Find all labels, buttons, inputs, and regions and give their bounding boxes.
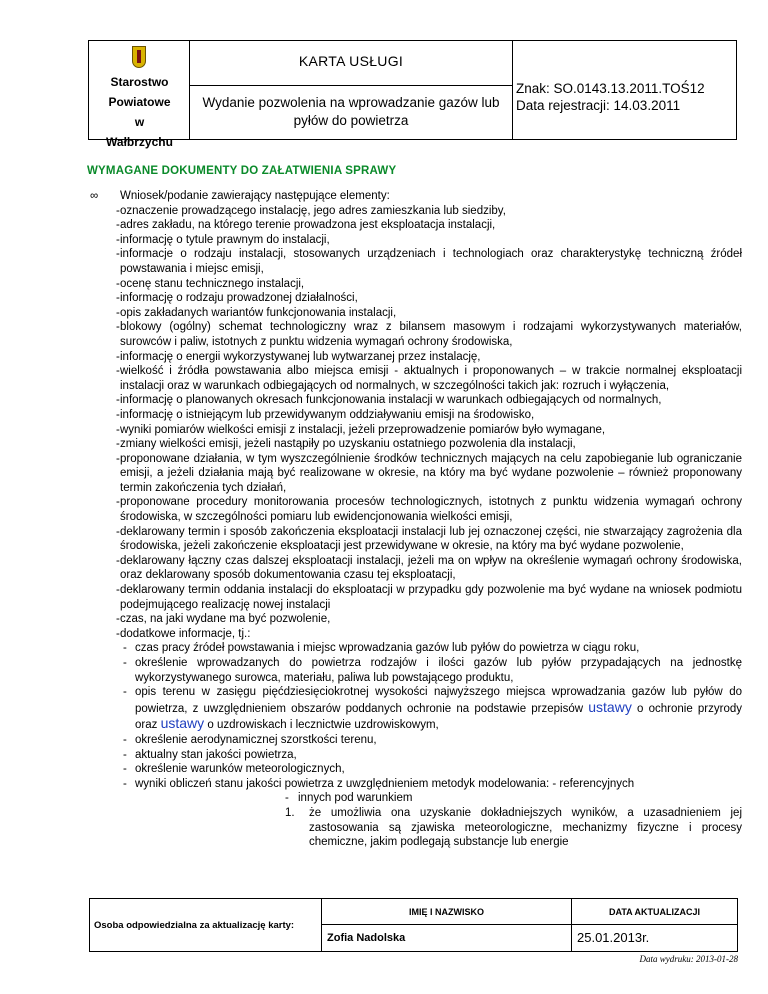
card-title: KARTA USŁUGI: [298, 53, 404, 69]
sub-item-text: o uzdrowiskach i lecznictwie uzdrowiskowym,: [207, 719, 439, 732]
sub-item: [120, 685, 742, 733]
list-item: [90, 437, 742, 452]
list-item: [90, 452, 742, 496]
list-item-text: - wyniki pomiarów wielkości emisji z instalacji, jeżeli przeprowadzenie pomiarów było wymagane,: [120, 423, 606, 436]
modelling-conditions: [90, 791, 742, 849]
list-item: [90, 277, 742, 292]
list-item: [90, 408, 742, 423]
sub-item-text: o ochronie przyrody oraz: [135, 702, 742, 732]
title-cell: [190, 41, 513, 139]
law-link-spa[interactable]: ustawy: [160, 715, 205, 732]
list-item-text: - proponowane procedury monitorowania procesów technologicznych, istotnych z punktu widzenia wymagań ochrony środowiska, w szczególności pomiaru lub ewidencjonowania wielkości emisji,: [120, 496, 742, 524]
document-body: [90, 189, 742, 850]
list-item-text: - czas, na jaki wydane ma być pozwolenie,: [120, 613, 331, 626]
list-item: [90, 320, 742, 349]
list-item: [90, 350, 742, 365]
registration-date: Data rejestracji: 14.03.2011: [516, 98, 681, 113]
list-item-text: - blokowy (ogólny) schemat technologiczny wraz z bilansem masowym i rodzajami wykorzystywanych materiałów, surowców i paliw, istotnych z punktu widzenia wymagań ochrony środowiska,: [120, 321, 742, 348]
sub-list: [120, 641, 742, 791]
list-item-text: - dodatkowe informacje, tj.:: [120, 627, 251, 640]
meta-block: [516, 80, 705, 114]
list-item: [90, 233, 742, 248]
list-item: [90, 291, 742, 306]
list-item-text: - wielkość i źródła powstawania albo miejsca emisji - aktualnych i proponowanych – w trakcie normalnej eksploatacji instalacji oraz w warunkach odbiegających od normalnych, w szczególności takich jak: rozruch i wyłączenia,: [120, 365, 742, 392]
list-item: [90, 306, 742, 321]
sub-item: - określenie wprowadzanych do powietrza rodzajów i ilości gazów lub pyłów przypadających na jednostkę wykorzystywanego surowca, materiału, paliwa lub powstającego produktu,: [120, 656, 742, 685]
list-item-text: - informację o tytule prawnym do instalacji,: [120, 233, 330, 246]
list-item: [90, 393, 742, 408]
responsible-name: Zofia Nadolska: [322, 925, 572, 952]
name-header: IMIĘ I NAZWISKO: [322, 898, 572, 925]
sub-item: - aktualny stan jakości powietrza,: [120, 748, 742, 763]
list-item-text: - proponowane działania, w tym wyszczególnienie środków technicznych mających na celu zapobieganie lub ograniczanie emisji, a jeżeli działania mają być realizowane w okresie, na który ma być wydane pozwolenie – również proponowany termin zakończenia tych działań,: [120, 452, 742, 494]
list-item: [90, 247, 742, 276]
intro: [90, 189, 742, 204]
list-item-text: - informacje o rodzaju instalacji, stosowanych urządzeniach i technologiach oraz charakterystykę techniczną źródeł powstawania i miejsc emisji,: [120, 248, 742, 275]
office-name: [89, 72, 190, 152]
list-item: [90, 583, 742, 612]
condition-text: że umożliwia ona uzyskanie dokładniejszych wyników, a uzasadnieniem jej zastosowania są zjawiska meteorologiczne, mechanizmy fizyczne i procesy chemiczne, jakim podlegają substancje lub energie: [309, 806, 742, 849]
divider: [190, 85, 512, 86]
list-item: [90, 525, 742, 554]
list-item-text: - deklarowany łączny czas dalszej eksploatacji instalacji, jeżeli ma on wpływ na określenie wymagań ochrony środowiska, oraz deklarowany sposób dokumentowania czasu tej eksploatacji,: [120, 554, 742, 582]
list-item-text: - zmiany wielkości emisji, jeżeli nastąpiły po uzyskaniu ostatniego pozwolenia dla instalacji,: [120, 438, 576, 451]
list-item-text: - informację o istniejącym lub przewidywanym oddziaływaniu emisji na środowisko,: [120, 408, 535, 421]
additional-list: [90, 627, 742, 792]
law-link-nature[interactable]: ustawy: [588, 698, 632, 715]
service-name: Wydanie pozwolenia na wprowadzanie gazów lub pyłów do powietrza: [202, 95, 500, 128]
list-item: [90, 364, 742, 393]
section-title: WYMAGANE DOKUMENTY DO ZAŁATWIENIA SPRAWY: [87, 165, 397, 177]
update-date: 25.01.2013r.: [572, 925, 738, 952]
list-item-text: - opis zakładanych wariantów funkcjonowania instalacji,: [120, 306, 397, 319]
meta-cell: [513, 41, 736, 139]
intro-text: Wniosek/podanie zawierający następujące elementy:: [120, 190, 390, 202]
sub-item: - wyniki obliczeń stanu jakości powietrza z uwzględnieniem metodyk modelowania: - referencyjnych: [120, 777, 742, 792]
list-item-text: - deklarowany termin i sposób zakończenia eksploatacji instalacji lub jej oznaczonej części, nie stwarzający zagrożenia dla środowiska, jeżeli zakończenie eksploatacji jest przewidywane w okresie, na który ma być wydane pozwolenie,: [120, 525, 742, 553]
office-line: w: [134, 115, 145, 129]
print-date: Data wydruku: 2013-01-28: [639, 954, 738, 964]
list-item: [90, 612, 742, 627]
list-item-text: - deklarowany termin oddania instalacji do eksploatacji w przypadku gdy pozwolenie ma być wydane na wniosek podmiotu podejmującego realizację nowej instalacji: [120, 584, 742, 611]
office-line: Powiatowe: [108, 95, 171, 109]
sub-item: - określenie warunków meteorologicznych,: [120, 762, 742, 777]
numbered-condition: [285, 806, 742, 850]
requirements-list: [90, 204, 742, 627]
list-item: [90, 627, 742, 792]
list-item-text: - informację o energii wykorzystywanej lub wytwarzanej przez instalację,: [120, 350, 481, 363]
office-line: Starostwo: [110, 75, 169, 89]
list-item-text: - adres zakładu, na którego terenie prowadzona jest eksploatacja instalacji,: [120, 219, 496, 232]
condition-item: - innych pod warunkiem: [285, 791, 742, 806]
date-header: DATA AKTUALIZACJI: [572, 898, 738, 925]
office-line: Wałbrzychu: [106, 135, 173, 149]
list-item-text: - oznaczenie prowadzącego instalację, jego adres zamieszkania lub siedziby,: [120, 204, 506, 217]
list-item-text: - ocenę stanu technicznego instalacji,: [120, 277, 305, 290]
footer-table: [89, 898, 738, 952]
list-item: [90, 495, 742, 524]
list-item-text: - informację o rodzaju prowadzonej działalności,: [120, 292, 358, 305]
list-item-text: - informację o planowanych okresach funkcjonowania instalacji w warunkach odbiegających od normalnych,: [120, 394, 662, 407]
coat-of-arms-icon: [132, 46, 146, 68]
office-cell: [89, 41, 190, 149]
reference-sign: Znak: SO.0143.13.2011.TOŚ12: [516, 81, 705, 96]
header-table: [88, 40, 737, 149]
list-item: [90, 554, 742, 583]
list-item: [90, 218, 742, 233]
list-item: [90, 423, 742, 438]
condition-number: 1.: [285, 806, 295, 819]
infinity-bullet-icon: ∞: [90, 190, 99, 202]
sub-item: - określenie aerodynamicznej szorstkości terenu,: [120, 733, 742, 748]
list-item: [90, 204, 742, 219]
sub-item-text: opis terenu w zasięgu pięćdziesięciokrotnej wysokości najwyższego miejsca wprowadzania gazów lub pyłów do powietrza, z uwzględnieniem obszarów poddanych ochronie na podstawie przepisów: [135, 686, 742, 715]
responsible-label: Osoba odpowiedzialna za aktualizację karty:: [89, 898, 322, 952]
sub-item: - czas pracy źródeł powstawania i miejsc wprowadzania gazów lub pyłów do powietrza w ciągu roku,: [120, 641, 742, 656]
